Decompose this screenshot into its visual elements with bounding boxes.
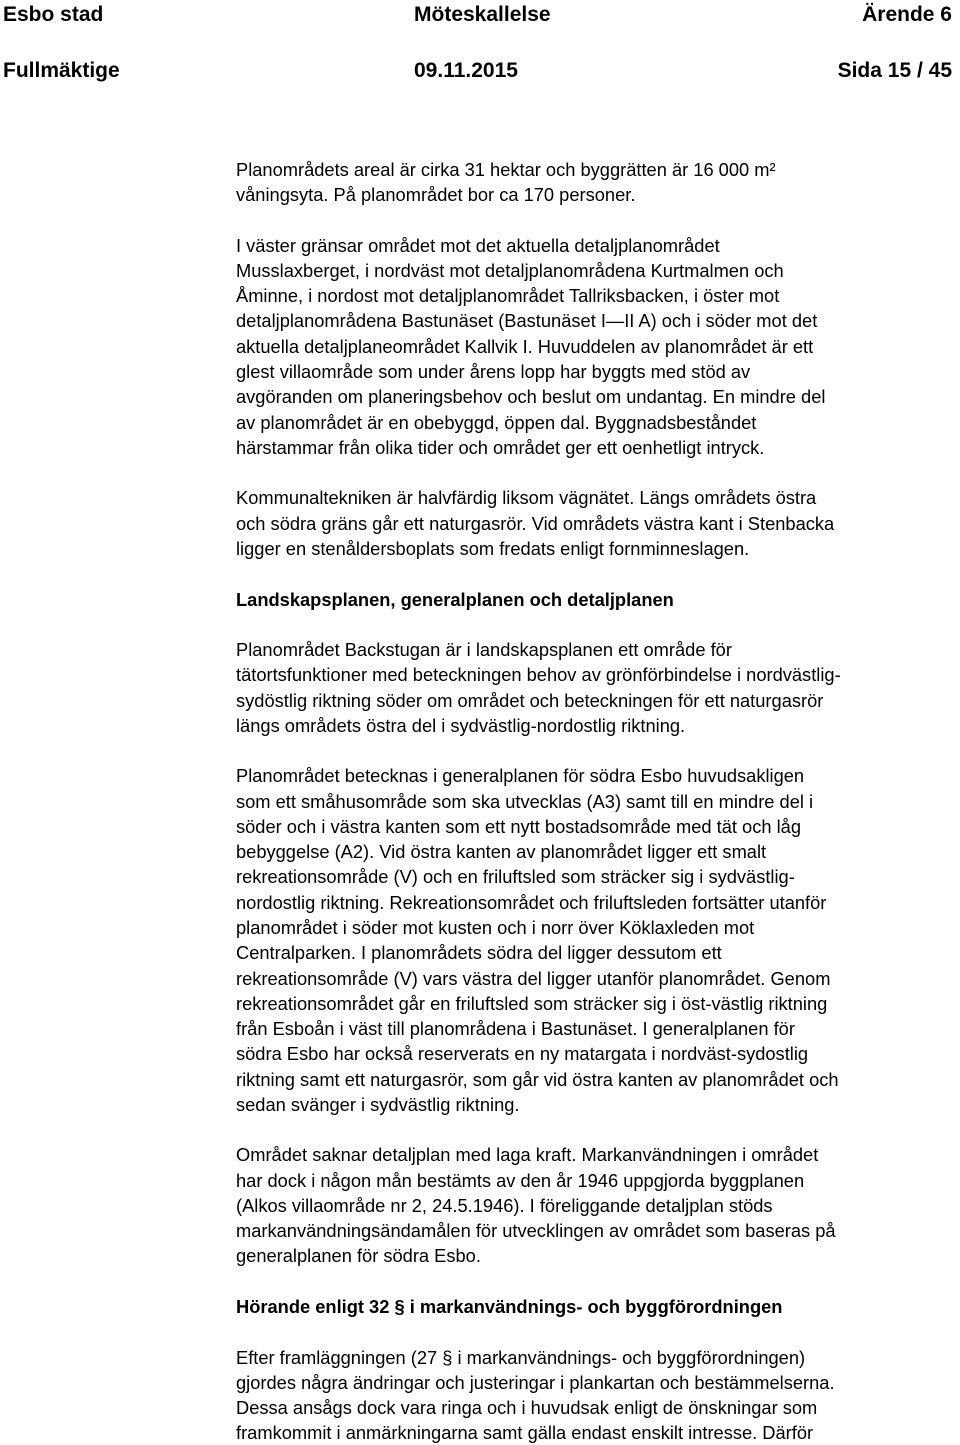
paragraph-line: planområdet i söder mot kusten och i norr över Köklaxleden mot [236,917,755,938]
paragraph-line: bebyggelse (A2). Vid östra kanten av planområdet ligger ett smalt [236,841,767,862]
paragraph-line: härstammar från olika tider och området ger ett oenhetligt intryck. [236,437,765,458]
paragraph-line: avgöranden om planeringsbehov och beslut om undantag. En mindre del [236,386,826,407]
paragraph-line: nordostlig riktning. Rekreationsområdet och friluftsleden fortsätter utanför [236,892,827,913]
paragraph-line: framkommit i anmärkningarna samt gälla endast enskilt intresse. Därför [236,1422,814,1443]
paragraph-line: Efter framläggningen (27 § i markanvändnings- och byggförordningen) [236,1347,806,1368]
paragraph-line: markanvändningsändamålen för utvecklingen av området som baseras på [236,1220,836,1241]
paragraph-line: Musslaxberget, i nordväst mot detaljplanområdena Kurtmalmen och [236,260,784,281]
paragraph-line: längs områdets östra del i sydvästlig-nordostlig riktning. [236,715,686,736]
paragraph-line: (Alkos villaområde nr 2, 24.5.1946). I föreliggande detaljplan stöds [236,1195,773,1216]
paragraph-line: söder och i västra kanten som ett nytt bostadsområde med tät och låg [236,816,801,837]
paragraph-line: av planområdet är en obebyggd, öppen dal. Byggnadsbeståndet [236,412,757,433]
paragraph-line: rekreationsområdet går en friluftsled som sträcker sig i öst-västlig riktning [236,993,828,1014]
paragraph-line: har dock i någon mån bestämts av den år 1946 uppgjorda byggplanen [236,1170,805,1191]
paragraph-line: generalplanen för södra Esbo. [236,1245,481,1266]
paragraph-line: Kommunaltekniken är halvfärdig liksom vägnätet. Längs områdets östra [236,487,817,508]
paragraph-line: Åminne, i nordost mot detaljplanområdet Tallriksbacken, i öster mot [236,285,780,306]
paragraph-line: sydöstlig riktning söder om området och beteckningen för ett naturgasrör [236,690,824,711]
paragraph-line: våningsyta. På planområdet bor ca 170 personer. [236,184,636,205]
page-header-row-2 [0,59,960,89]
paragraph-line: detaljplanområdena Bastunäset (Bastunäset I—II A) och i söder mot det [236,310,818,331]
paragraph-line: aktuella detaljplaneområdet Kallvik I. Huvuddelen av planområdet är ett [236,336,814,357]
paragraph-line: rekreationsområde (V) vars västra del ligger utanför planområdet. Genom [236,968,831,989]
paragraph-line: rekreationsområde (V) och en friluftsled som sträcker sig i sydvästlig- [236,866,795,887]
header-organization: Esbo stad [3,3,104,26]
section-heading: Landskapsplanen, generalplanen och detaljplanen [236,589,674,610]
paragraph-line: Centralparken. I planområdets södra del ligger dessutom ett [236,942,722,963]
header-document-type: Möteskallelse [414,3,551,26]
paragraph-line: södra Esbo har också reserverats en ny matargata i nordväst-sydostlig [236,1043,809,1064]
section-heading: Hörande enligt 32 § i markanvändnings- och byggförordningen [236,1296,783,1317]
paragraph-line: glest villaområde som under årens lopp har byggts med stöd av [236,361,751,382]
page-header-row-1 [0,3,960,33]
header-date: 09.11.2015 [414,59,518,82]
paragraph-line: och södra gräns går ett naturgasrör. Vid områdets västra kant i Stenbacka [236,513,835,534]
paragraph-line: ligger en stenåldersboplats som fredats enligt fornminneslagen. [236,538,750,559]
paragraph-line: Dessa ansågs dock vara ringa och i huvudsak enligt de önskningar som [236,1397,818,1418]
paragraph-line: tätortsfunktioner med beteckningen behov av grönförbindelse i nordvästlig- [236,664,841,685]
paragraph-line: Området saknar detaljplan med laga kraft. Markanvändningen i området [236,1144,819,1165]
paragraph-line: sedan svänger i sydvästlig riktning. [236,1094,520,1115]
paragraph-line: I väster gränsar området mot det aktuella detaljplanområdet [236,235,720,256]
paragraph-line: gjordes några ändringar och justeringar i plankartan och bestämmelserna. [236,1372,835,1393]
header-body: Fullmäktige [3,59,120,82]
paragraph-line: från Esboån i väst till planområdena i Bastunäset. I generalplanen för [236,1018,795,1039]
paragraph-line: Planområdets areal är cirka 31 hektar och byggrätten är 16 000 m² [236,159,776,180]
paragraph-line: som ett småhusområde som ska utvecklas (A3) samt till en mindre del i [236,791,814,812]
header-item-number: Ärende 6 [862,3,952,26]
paragraph-line: riktning samt ett naturgasrör, som går vid östra kanten av planområdet och [236,1069,839,1090]
paragraph-line: Planområdet Backstugan är i landskapsplanen ett område för [236,639,732,660]
paragraph-line: Planområdet betecknas i generalplanen för södra Esbo huvudsakligen [236,765,805,786]
header-page-number: Sida 15 / 45 [837,59,952,82]
